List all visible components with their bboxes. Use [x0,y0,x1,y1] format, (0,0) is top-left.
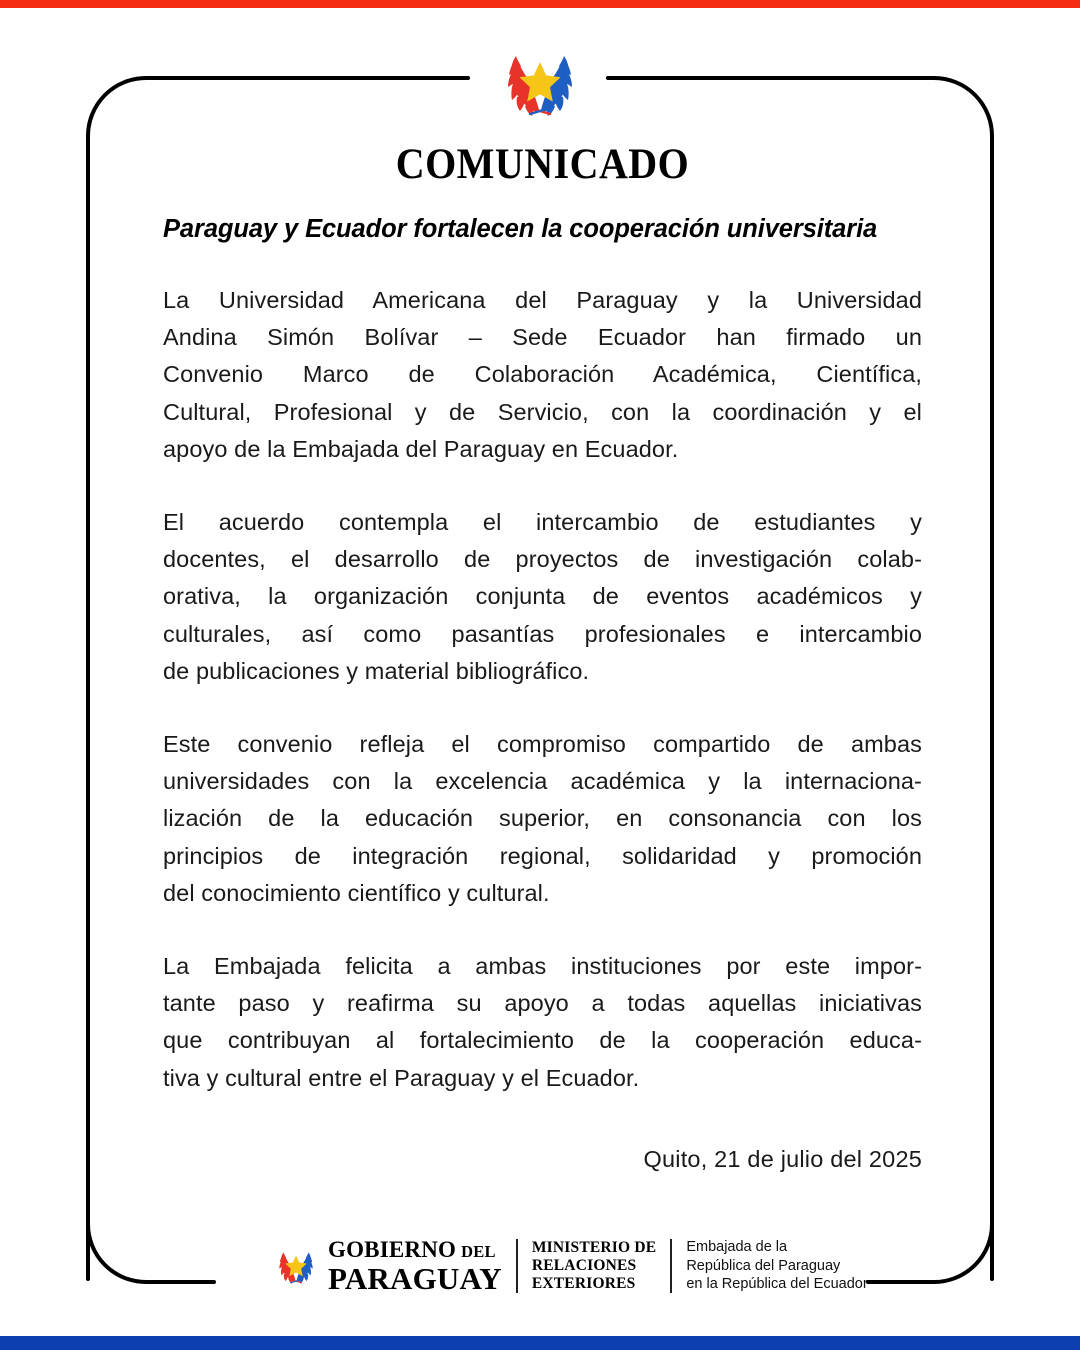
page-title: COMUNICADO [395,141,690,188]
embassy-line-1: Embajada de la [686,1239,788,1256]
paragraph-line: Cultural, Profesional y de Servicio, con la coordinación y el [163,398,922,425]
divider [516,1239,518,1293]
government-wordmark [328,1238,502,1294]
paragraph-line: tante paso y reafirma su apoyo a todas aquellas iniciativas [163,990,922,1017]
paragraph-line: tiva y cultural entre el Paraguay y el Ecuador. [163,1064,640,1091]
footer-logo-lockup [272,1238,868,1294]
paragraph-line: Este convenio refleja el compromiso compartido de ambas [163,731,922,758]
paragraph-line: orativa, la organización conjunta de eventos académicos y [163,583,922,610]
paraguay-coat-of-arms-icon [494,42,586,122]
paragraph-3 [163,726,922,912]
document-subtitle: Paraguay y Ecuador fortalecen la cooperación universitaria [163,215,878,243]
embassy-line-3: en la República del Ecuador [686,1276,868,1293]
communique-document [163,140,922,1178]
paragraph-line: El acuerdo contempla el intercambio de estudiantes y [163,509,922,536]
paragraph-line: Convenio Marco de Colaboración Académica, Científica, [163,361,922,388]
ministry-line-3: EXTERIORES [531,1275,636,1292]
paragraph-line: del conocimiento científico y cultural. [163,879,550,906]
government-of-paraguay-logo [272,1238,502,1294]
embassy-wordmark [686,1238,867,1294]
paragraph-line: que contribuyan al fortalecimiento de la cooperación educa- [163,1027,922,1054]
paragraph-line: Andina Simón Bolívar – Sede Ecuador han firmado un [163,324,922,351]
paragraph-line: La Embajada felicita a ambas instituciones por este impor- [163,953,922,980]
ministry-wordmark [532,1239,656,1293]
paragraph-4 [163,948,922,1097]
embassy-line-2: República del Paraguay [686,1257,841,1274]
document-body [163,282,922,1178]
bottom-accent-bar [0,1336,1080,1350]
paragraph-line: culturales, así como pasantías profesionales e intercambio [163,620,922,647]
paragraph-line: de publicaciones y material bibliográfico. [163,657,590,684]
paragraph-1 [163,282,922,468]
paragraph-line: La Universidad Americana del Paraguay y la Universidad [163,287,922,313]
ministry-line-1: MINISTERIO DE [531,1239,657,1256]
paragraph-line: lización de la educación superior, en consonancia con los [163,805,922,832]
paraguay-coat-of-arms-icon [272,1241,320,1291]
paragraph-line: universidades con la excelencia académica y la internaciona- [163,768,922,795]
paragraph-line: docentes, el desarrollo de proyectos de investigación colab- [163,546,922,573]
paragraph-2 [163,504,922,690]
paraguay-text: PARAGUAY [328,1261,502,1296]
dateline: Quito, 21 de julio del 2025 [643,1145,922,1172]
top-accent-bar [0,0,1080,8]
gobierno-text: GOBIERNO [328,1237,457,1262]
paragraph-line: principios de integración regional, solidaridad y promoción [163,842,922,869]
del-text: DEL [461,1242,496,1261]
ministry-line-2: RELACIONES [531,1257,637,1274]
divider [670,1239,672,1293]
paragraph-line: apoyo de la Embajada del Paraguay en Ecuador. [163,435,679,462]
